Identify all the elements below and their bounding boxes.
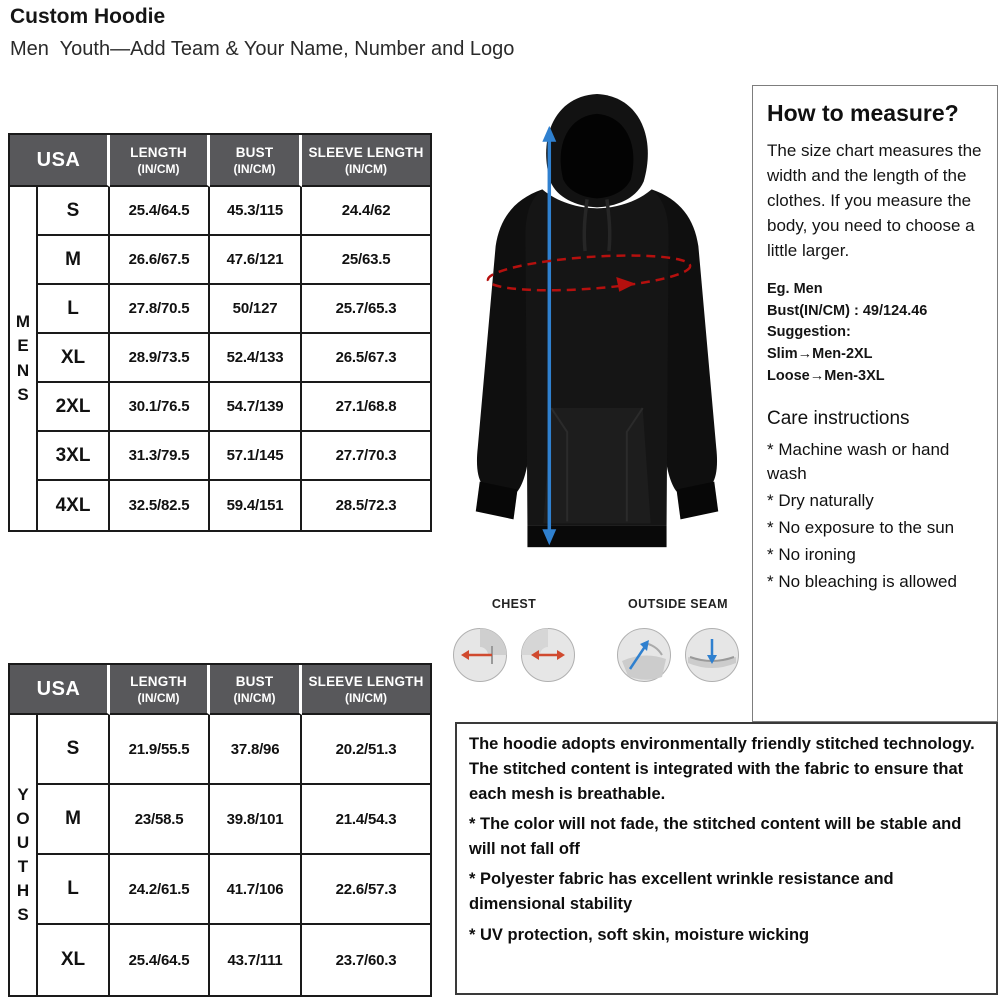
- youths-sleeve-header: [302, 665, 430, 715]
- hoodie-hood-opening: [561, 114, 634, 198]
- table-row: [10, 285, 430, 334]
- length-cell: 23/58.5: [110, 785, 210, 855]
- outside-seam-legend-group: [616, 597, 740, 683]
- care-line: * Dry naturally: [767, 490, 874, 510]
- length-cell: 24.2/61.5: [110, 855, 210, 925]
- care-line: * No bleaching is allowed: [767, 572, 957, 592]
- page-header: [10, 5, 514, 61]
- table-row: [10, 855, 430, 925]
- care-line: * No exposure to the sun: [767, 518, 955, 538]
- mens-sleeve-header: [302, 135, 430, 187]
- measure-legend: [452, 597, 740, 683]
- sleeve-cell: 25.7/65.3: [302, 285, 430, 334]
- bust-cell: 57.1/145: [210, 432, 302, 481]
- bust-cell: 47.6/121: [210, 236, 302, 285]
- length-column-label: LENGTH: [130, 144, 187, 160]
- length-column-label: LENGTH: [130, 673, 187, 689]
- youths-side-label: [10, 715, 38, 995]
- hoodie-pocket: [543, 408, 650, 523]
- sleeve-cell: 23.7/60.3: [302, 925, 430, 995]
- length-column-unit: (IN/CM): [137, 161, 180, 176]
- outside-seam-detail-circles: [616, 627, 740, 683]
- sleeve-cell: 22.6/57.3: [302, 855, 430, 925]
- mens-size-table: [10, 135, 430, 530]
- how-to-measure-body: The size chart measures the width and the length of the clothes. If you measure the body, you need to choose a little larger.: [767, 141, 982, 260]
- size-cell: L: [38, 285, 110, 334]
- chest-legend-group: [452, 597, 576, 683]
- outside-seam-zoom-icon-1: [616, 627, 672, 683]
- bust-column-label: BUST: [235, 144, 274, 160]
- size-cell: 3XL: [38, 432, 110, 481]
- sleeve-cell: 27.7/70.3: [302, 432, 430, 481]
- table-row: [10, 334, 430, 383]
- page-subtitle: Men Youth—Add Team & Your Name, Number and Logo: [10, 38, 515, 60]
- bust-cell: 39.8/101: [210, 785, 302, 855]
- table-row: [10, 187, 430, 236]
- table-row: [10, 715, 430, 785]
- size-cell: L: [38, 855, 110, 925]
- feature-bullet: * UV protection, soft skin, moisture wicking: [469, 925, 810, 944]
- bust-column-unit: (IN/CM): [233, 161, 276, 176]
- table-row: [10, 383, 430, 432]
- mens-usa-header: USA: [10, 135, 110, 187]
- bust-cell: 45.3/115: [210, 187, 302, 236]
- bust-column-label: BUST: [235, 673, 274, 689]
- size-cell: 2XL: [38, 383, 110, 432]
- length-cell: 31.3/79.5: [110, 432, 210, 481]
- how-to-measure-title: How to measure?: [767, 100, 959, 126]
- length-cell: 28.9/73.5: [110, 334, 210, 383]
- care-instructions-list: [767, 438, 989, 595]
- bust-cell: 43.7/111: [210, 925, 302, 995]
- length-cell: 32.5/82.5: [110, 481, 210, 530]
- youths-size-table-wrap: [8, 663, 432, 997]
- sleeve-cell: 20.2/51.3: [302, 715, 430, 785]
- outside-seam-label: OUTSIDE SEAM: [628, 597, 728, 611]
- mens-size-table-wrap: [8, 133, 432, 532]
- example-line: Slim→Men-2XL: [767, 346, 873, 363]
- bust-column-unit: (IN/CM): [233, 690, 276, 705]
- example-line: Bust(IN/CM) : 49/124.46: [767, 302, 928, 319]
- hoodie-product-image: [438, 82, 756, 594]
- length-cell: 21.9/55.5: [110, 715, 210, 785]
- sleeve-cell: 28.5/72.3: [302, 481, 430, 530]
- table-row: [10, 481, 430, 530]
- chest-label: CHEST: [491, 597, 537, 611]
- page-title: Custom Hoodie: [10, 5, 166, 28]
- size-cell: XL: [38, 925, 110, 995]
- sleeve-cell: 26.5/67.3: [302, 334, 430, 383]
- youths-size-table: [10, 665, 430, 995]
- bust-cell: 37.8/96: [210, 715, 302, 785]
- example-line: Loose→Men-3XL: [767, 367, 885, 384]
- youths-usa-header: USA: [10, 665, 110, 715]
- length-cell: 25.4/64.5: [110, 187, 210, 236]
- bust-cell: 59.4/151: [210, 481, 302, 530]
- length-cell: 27.8/70.5: [110, 285, 210, 334]
- length-cell: 26.6/67.5: [110, 236, 210, 285]
- sleeve-cell: 24.4/62: [302, 187, 430, 236]
- care-instructions-title: Care instructions: [767, 407, 910, 429]
- fabric-features-panel: [455, 722, 998, 995]
- feature-bullet: * The color will not fade, the stitched content will be stable and will not fall off: [469, 815, 962, 859]
- features-intro: The hoodie adopts environmentally friendly stitched technology. The stitched content is integrated with the fabric to ensure that each mesh is breathable.: [469, 735, 975, 804]
- feature-bullet: * Polyester fabric has excellent wrinkle resistance and dimensional stability: [469, 870, 894, 914]
- mens-header-row: [10, 135, 430, 187]
- sizing-example: [767, 279, 989, 388]
- how-to-measure-panel: [752, 85, 998, 722]
- length-cell: 30.1/76.5: [110, 383, 210, 432]
- care-line: * Machine wash or hand wash: [767, 439, 950, 483]
- mens-bust-header: [210, 135, 302, 187]
- youths-bust-header: [210, 665, 302, 715]
- sleeve-cell: 21.4/54.3: [302, 785, 430, 855]
- sleeve-column-unit: (IN/CM): [345, 690, 388, 705]
- mens-side-label: [10, 187, 38, 530]
- table-row: [10, 925, 430, 995]
- size-cell: S: [38, 187, 110, 236]
- size-cell: 4XL: [38, 481, 110, 530]
- size-cell: XL: [38, 334, 110, 383]
- bust-cell: 52.4/133: [210, 334, 302, 383]
- outside-seam-zoom-icon-2: [684, 627, 740, 683]
- table-row: [10, 432, 430, 481]
- size-cell: M: [38, 236, 110, 285]
- table-row: [10, 785, 430, 855]
- chest-zoom-icon-2: [520, 627, 576, 683]
- sleeve-cell: 25/63.5: [302, 236, 430, 285]
- table-row: [10, 236, 430, 285]
- sleeve-column-label: SLEEVE LENGTH: [308, 144, 424, 160]
- length-cell: 25.4/64.5: [110, 925, 210, 995]
- length-column-unit: (IN/CM): [137, 690, 180, 705]
- sleeve-column-label: SLEEVE LENGTH: [308, 673, 424, 689]
- care-line: * No ironing: [767, 545, 856, 565]
- example-line: Suggestion:: [767, 324, 851, 341]
- mens-length-header: [110, 135, 210, 187]
- example-line: Eg. Men: [767, 280, 823, 297]
- mens-vertical-text: MENS: [15, 312, 31, 404]
- chest-zoom-icon-1: [452, 627, 508, 683]
- youths-length-header: [110, 665, 210, 715]
- bust-cell: 50/127: [210, 285, 302, 334]
- sleeve-column-unit: (IN/CM): [345, 161, 388, 176]
- chest-detail-circles: [452, 627, 576, 683]
- size-cell: M: [38, 785, 110, 855]
- youths-vertical-text: YOUTHS: [16, 784, 30, 925]
- bust-cell: 54.7/139: [210, 383, 302, 432]
- youths-header-row: [10, 665, 430, 715]
- bust-cell: 41.7/106: [210, 855, 302, 925]
- sleeve-cell: 27.1/68.8: [302, 383, 430, 432]
- size-cell: S: [38, 715, 110, 785]
